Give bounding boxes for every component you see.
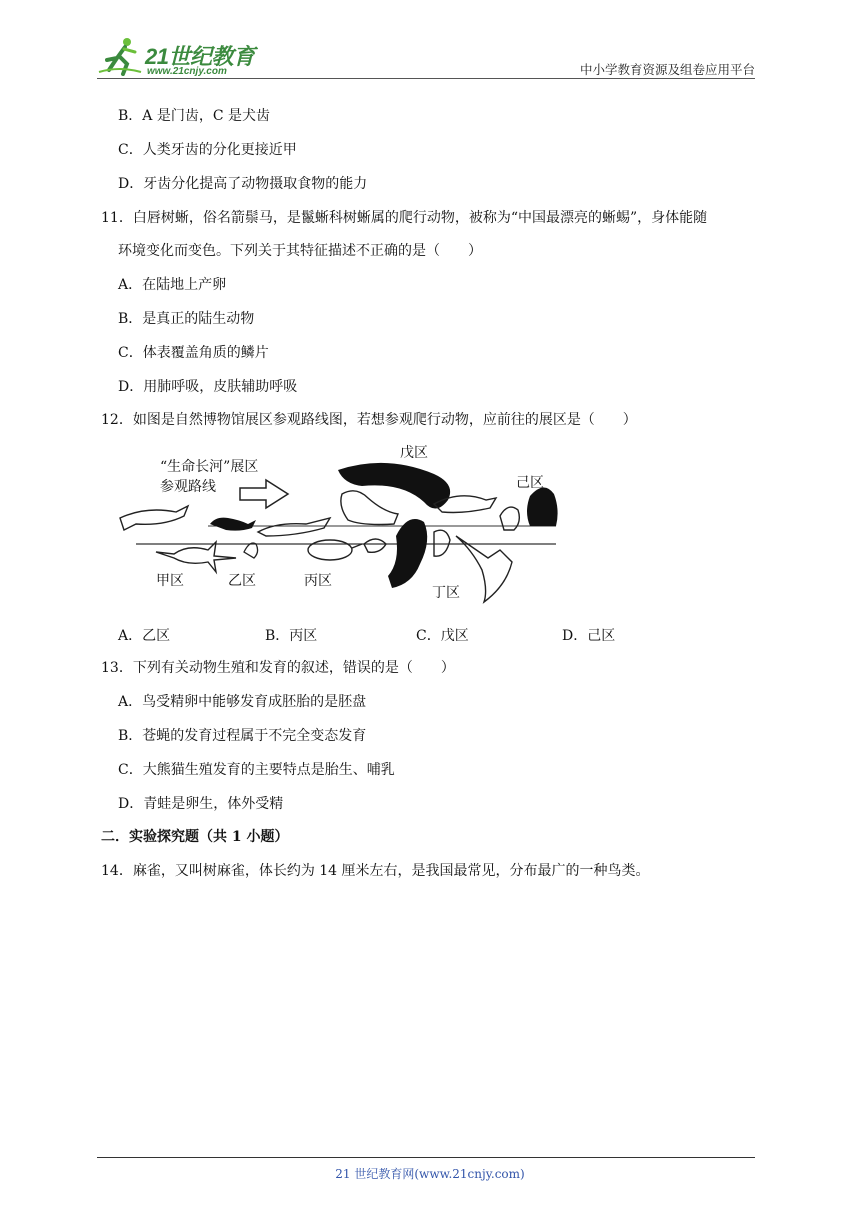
q12-stem: 12．如图是自然博物馆展区参观路线图，若想参观爬行动物，应前往的展区是（ ）: [101, 412, 637, 428]
q13-stem: 13．下列有关动物生殖和发育的叙述，错误的是（ ）: [101, 660, 455, 676]
header-divider: [97, 78, 755, 79]
zone-wu-label: 戊区: [400, 445, 428, 461]
section-title: 二．实验探究题（共 1 小题）: [101, 829, 289, 845]
route-label-line1: “生命长河”展区: [160, 459, 259, 475]
route-label-line2: 参观路线: [160, 479, 216, 495]
platform-name: 中小学教育资源及组卷应用平台: [579, 62, 755, 77]
museum-route-figure: [116, 440, 566, 608]
zone-ding-label: 丁区: [432, 585, 460, 601]
q14-stem: 14．麻雀，又叫树麻雀，体长约为 14 厘米左右，是我国最常见，分布最广的一种鸟类。: [101, 863, 650, 879]
q13-option-b: B．苍蝇的发育过程属于不完全变态发育: [118, 728, 367, 744]
zone-bing-label: 丙区: [304, 573, 332, 589]
q12-option-b: B．丙区: [265, 628, 318, 644]
zone-yi-label: 乙区: [228, 573, 256, 589]
q12-option-a: A．乙区: [118, 628, 171, 644]
q11-option-c: C．体表覆盖角质的鳞片: [118, 345, 269, 361]
q10-option-b: B．A 是门齿，C 是犬齿: [118, 108, 271, 124]
q13-option-d: D．青蛙是卵生，体外受精: [118, 796, 284, 812]
logo: [97, 36, 267, 76]
zone-ji-label: 己区: [516, 475, 544, 491]
zone-jia-label: 甲区: [156, 573, 184, 589]
page-header: [97, 30, 755, 78]
q11-option-a: A．在陆地上产卵: [118, 277, 227, 293]
q11-stem-line1: 11．白唇树蜥，俗名箭鬃马，是鬣蜥科树蜥属的爬行动物，被称为“中国最漂亮的蜥蜴”，身体能随: [101, 210, 708, 226]
footer-text: 21 世纪教育网(www.21cnjy.com): [335, 1167, 525, 1181]
q11-option-d: D．用肺呼吸，皮肤辅助呼吸: [118, 379, 298, 395]
logo-url: www.21cnjy.com: [147, 66, 227, 77]
q12-option-d: D．己区: [562, 628, 616, 644]
q13-option-c: C．大熊猫生殖发育的主要特点是胎生、哺乳: [118, 762, 395, 778]
q13-option-a: A．鸟受精卵中能够发育成胚胎的是胚盘: [118, 694, 367, 710]
q10-option-d: D．牙齿分化提高了动物摄取食物的能力: [118, 176, 368, 192]
q10-option-c: C．人类牙齿的分化更接近甲: [118, 142, 297, 158]
footer-divider: [97, 1157, 755, 1158]
logo-text: 21世纪教育: [145, 44, 255, 69]
q12-option-c: C．戊区: [416, 628, 469, 644]
runner-logo-icon: [97, 36, 143, 76]
q11-stem-line2: 环境变化而变色。下列关于其特征描述不正确的是（ ）: [118, 243, 482, 259]
q11-option-b: B．是真正的陆生动物: [118, 311, 255, 327]
